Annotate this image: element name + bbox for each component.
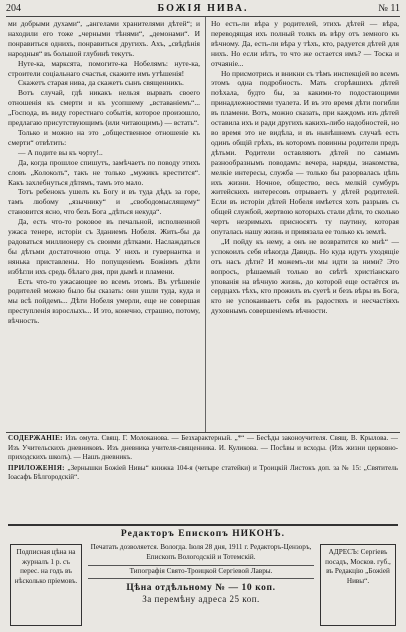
column-divider	[205, 17, 206, 432]
contents-label: СОДЕРЖАНІЕ:	[8, 434, 63, 442]
paragraph: Вотъ случай, гдѣ никакъ нельзя вырвать своего отношенія къ смерти и къ усопшему „вставаніемъ“... „Господа, въ виду горестнаго событія, которое произошло, предлагаю присутствующимъ (или читающимъ) — встать“.	[8, 88, 200, 128]
paragraph: Да, когда прошлое спишутъ, замѣчаетъ по поводу этихъ словъ „Колоколъ“, такъ не только „мужикъ крестится“. Какъ захлебнуться дѣтямъ, тамъ это мало.	[8, 157, 200, 187]
header-rule	[6, 16, 400, 17]
subscription-box: Подписная цѣна на журналъ 1 р. съ перес. на годъ въ нѣсколько пріемовъ.	[10, 544, 82, 626]
paragraph: Но есть-ли вѣра у родителей, этихъ дѣтей — вѣра, переводящая ихъ полный толкъ въ вѣру отъ земного къ вѣчному. Да, есть-ли вѣра у тѣхъ, кто, радуется дѣтей для нихъ. Но если нѣтъ, то что же остается имъ? — Тоска и отчаяніе...	[211, 19, 399, 68]
issue-price: Цѣна отдѣльному № — 10 коп.	[126, 582, 276, 593]
issue-number: № 11	[378, 3, 400, 14]
address-box: АДРЕСЪ: Сергіевъ посадъ, Москов. губ., въ Редакцію „Божіей Нивы“.	[320, 544, 396, 626]
address-change-fee: За перемѣну адреса 25 коп.	[142, 593, 260, 604]
contents-entry	[8, 434, 398, 463]
page-number: 204	[6, 3, 21, 14]
paragraph: Но присмотрись и вникни съ тѣмъ инспекціей во всемъ этомъ одна подробность. Мать сгорѣвшихъ дѣтей поѣхала, будто бы, за какими-то подостающими принадлежностями туалета. И въ это время дѣти погибли въ пламени. Вотъ, можно сказать, при каждомъ изъ дѣтей оставила ихъ и ради другихъ какихъ-либо надобностей, но во время это не видѣла, и въ нынѣшнемъ случаѣ есть одинъ общій грѣхъ, въ которомъ повинны родители предъ дѣтьми. Родители оставляютъ дѣтей по самымъ разнообразнымъ поводамъ: вечера, наряды, знакомства, мелкіе интересы, служба — только бы разорвалась цѣпь ихъ жизни. Ночное, общество, весь мелкій сумбуръ житейскихъ интересовъ отрываетъ у дѣтей родителей. Если въ исторіи дѣтей Нобеля имѣется хоть разрывъ съ общей службой, жертвою которыхъ стали дѣти, то сколько чертъ незримыхъ присносятъ ту паутину, которая опуталась нашу жизнь и привязала ее только къ землѣ.	[211, 68, 399, 237]
paragraph: Да, есть что-то роковое въ печальной, исполненной ужаса тенере, исторіи съ Зданиемъ Нобеля. Жить-бы да радоваться миллионеру съ своими дѣтками. Наслаждаться бы дѣтьми достаточною отца. У нихъ и гувернантка и нянька приставлены. Но попущеніемъ Божіимъ дѣти избѣгли ихъ средь бѣлаго дня, при дымѣ и пламени.	[8, 217, 200, 276]
printing-permission: Печатать дозволяется. Вологда. Іюля 28 дня, 1911 г. Редакторъ-Цензоръ, Епископъ Вологодскій и Тотемскій.	[90, 543, 312, 561]
supplement-entry	[8, 464, 398, 483]
supplement-text: „Зернышки Божіей Нивы“ книжка 104-я (четыре статейки) и Троицкій Листокъ доп. за № 15: „Святитель Іоасафъ Бѣлгородскій“.	[8, 463, 398, 482]
imprint-block	[8, 524, 398, 630]
table-of-contents	[8, 434, 398, 522]
contents-text: Изъ омута. Свящ. Г. Молоканова. — Безхарактерный. „*“ — Бесѣды законоучителя. Свящ. В. Крылова. — Изъ Учительскихъ дневниковъ. Изъ дневника учителя-священника. И. Куликова. — Посѣвы и всходы. (Изъ жизни церковно-приходскихъ школъ). — Нашъ дневникъ.	[8, 434, 398, 462]
paragraph: Только и можно на это „общественное отношеніе къ смерти“ отвѣтить:	[8, 127, 200, 147]
paragraph: Нуте-ка, марксята, помогите-ка Нобелямъ: нуте-ка, строители соціальнаго счастья, скажите имъ утѣшенія!	[8, 58, 200, 78]
paragraph: ми добрыми духами“, „ангелами хранителями дѣтей“; и находили его тоже „черными тѣнями“, „демонами“. И понравиться однихъ, понравиться другихъ. Ахъ, „свѣдѣнія народныя“ въ большой глубинѣ текутъ.	[8, 19, 200, 58]
typography-line: Типографія Свято-Троицкой Сергіевой Лавры.	[88, 565, 314, 579]
paragraph: Тотъ ребенокъ ушелъ къ Богу и въ туда дѣдъ за горе, тамъ любому „язычнику“ и „свободомыслящему“ становится ясно, что безъ Бога „дѣться некуда“.	[8, 187, 200, 217]
supplement-label: ПРИЛОЖЕНІЯ:	[8, 463, 65, 472]
contents-rule	[6, 432, 400, 433]
paragraph: Есть что-то ужасающее во всемъ этомъ. Въ утѣшеніе родителей можно было бы сказать: они ушли туда, куда и мы всѣ пойдемъ... Дѣти Нобеля умерли, еще не совершая преступленія взрослыхъ... И это, конечно, страшно, потому, вѣчность.	[8, 276, 200, 326]
imprint-center	[88, 543, 314, 605]
right-column	[211, 19, 399, 429]
paragraph: Скажетъ старая нива, да скажетъ сынъ священникъ.	[18, 78, 184, 88]
editor-line: Редакторъ Епископъ НИКОНЪ.	[120, 529, 286, 539]
page-header	[4, 2, 402, 15]
left-column	[8, 19, 200, 429]
journal-title: БОЖІЯ НИВА.	[157, 3, 249, 14]
paragraph: „И пойду къ нему, а онъ не возвратится ко мнѣ“ — успокоилъ себя нѣкогда Давидъ. Но куда идутъ уходящіе отъ насъ дѣти? И можемъ-ли мы идти за ними? Это вопросъ, рѣшаемый только во свѣтѣ христіанскаго упованія на вѣчную жизнь, до которой еще остаётся въ сердцахъ тѣхъ, кто прожилъ въ суетѣ и безъ вѣры въ Бога, кто не успокаиваетъ себя въ радостяхъ и несчастіяхъ духовнымъ совершеніемъ вѣчности.	[211, 236, 399, 316]
paragraph: — А подите вы къ чорту!..	[18, 147, 103, 157]
